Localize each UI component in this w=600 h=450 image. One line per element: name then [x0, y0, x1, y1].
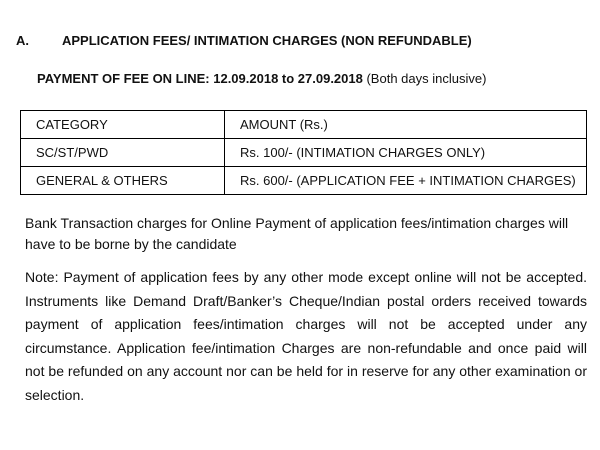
header-category: CATEGORY	[21, 111, 225, 139]
section-letter: A.	[16, 33, 29, 48]
header-amount: AMOUNT (Rs.)	[225, 111, 587, 139]
payment-period-line	[37, 71, 486, 86]
table-header-row	[21, 111, 587, 139]
section-heading	[16, 33, 472, 48]
payment-mode-note: Note: Payment of application fees by any other mode except online will not be accepted. Instruments like Demand Draft/Banker’s Cheque/Indian postal orders received towards payment of application fees/intimation charges will not be accepted under any circumstance. Application fee/intimation Charges are non-refundable and once paid will not be refunded on any account nor can be held for in reserve for any other examination or selection.	[25, 269, 587, 403]
payment-period-label: PAYMENT OF FEE ON LINE: 12.09.2018 to 27.09.2018	[37, 71, 363, 86]
payment-period-suffix: (Both days inclusive)	[362, 71, 487, 86]
fee-table	[20, 110, 587, 195]
bank-charges-note: Bank Transaction charges for Online Payment of application fees/intimation charges will have to be borne by the candidate	[25, 215, 569, 252]
category-cell: SC/ST/PWD	[21, 139, 225, 167]
category-cell: GENERAL & OTHERS	[21, 167, 225, 195]
amount-cell: Rs. 100/- (INTIMATION CHARGES ONLY)	[225, 139, 587, 167]
section-title: APPLICATION FEES/ INTIMATION CHARGES (NON REFUNDABLE)	[62, 33, 472, 48]
table-row	[21, 167, 587, 195]
amount-cell: Rs. 600/- (APPLICATION FEE + INTIMATION CHARGES)	[225, 167, 587, 195]
table-row	[21, 139, 587, 167]
